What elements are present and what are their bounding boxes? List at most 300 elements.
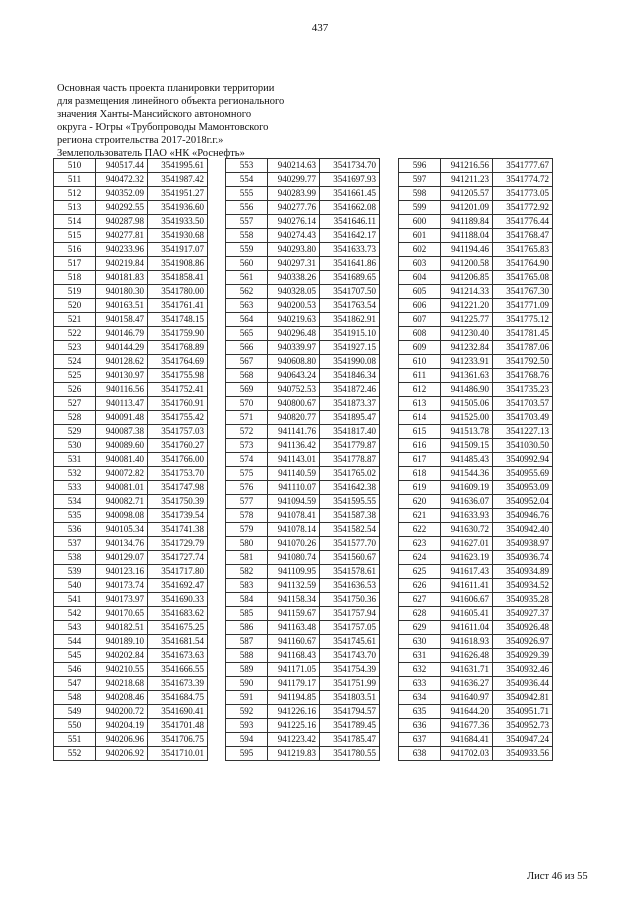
- point-number-cell: 576: [226, 481, 268, 495]
- x-coordinate-cell: 941200.58: [441, 257, 493, 271]
- table-row: [399, 579, 553, 593]
- y-coordinate-cell: 3541681.54: [148, 635, 208, 649]
- y-coordinate-cell: 3541690.33: [148, 593, 208, 607]
- table-row: [54, 159, 208, 173]
- y-coordinate-cell: 3540947.24: [493, 733, 553, 747]
- table-row: [54, 369, 208, 383]
- table-row: [54, 635, 208, 649]
- x-coordinate-cell: 940105.34: [96, 523, 148, 537]
- point-number-cell: 617: [399, 453, 441, 467]
- y-coordinate-cell: 3540952.04: [493, 495, 553, 509]
- x-coordinate-cell: 940352.09: [96, 187, 148, 201]
- x-coordinate-cell: 940277.76: [268, 201, 320, 215]
- x-coordinate-cell: 940296.48: [268, 327, 320, 341]
- table-row: [54, 299, 208, 313]
- y-coordinate-cell: 3541764.69: [148, 355, 208, 369]
- x-coordinate-cell: 941080.74: [268, 551, 320, 565]
- point-number-cell: 532: [54, 467, 96, 481]
- table-row: [54, 495, 208, 509]
- table-row: [54, 733, 208, 747]
- table-row: [226, 453, 380, 467]
- x-coordinate-cell: 940091.48: [96, 411, 148, 425]
- point-number-cell: 588: [226, 649, 268, 663]
- point-number-cell: 559: [226, 243, 268, 257]
- y-coordinate-cell: 3541908.86: [148, 257, 208, 271]
- table-row: [399, 635, 553, 649]
- x-coordinate-cell: 941094.59: [268, 495, 320, 509]
- y-coordinate-cell: 3541765.08: [493, 271, 553, 285]
- x-coordinate-cell: 941611.41: [441, 579, 493, 593]
- y-coordinate-cell: 3541646.11: [320, 215, 380, 229]
- point-number-cell: 608: [399, 327, 441, 341]
- table-row: [54, 705, 208, 719]
- y-coordinate-cell: 3541757.03: [148, 425, 208, 439]
- point-number-cell: 580: [226, 537, 268, 551]
- x-coordinate-cell: 941525.00: [441, 411, 493, 425]
- y-coordinate-cell: 3541768.76: [493, 369, 553, 383]
- y-coordinate-cell: 3541761.41: [148, 299, 208, 313]
- point-number-cell: 634: [399, 691, 441, 705]
- x-coordinate-cell: 940144.29: [96, 341, 148, 355]
- y-coordinate-cell: 3540938.97: [493, 537, 553, 551]
- point-number-cell: 534: [54, 495, 96, 509]
- table-row: [399, 607, 553, 621]
- point-number-cell: 586: [226, 621, 268, 635]
- table-row: [399, 229, 553, 243]
- point-number-cell: 539: [54, 565, 96, 579]
- y-coordinate-cell: 3540953.09: [493, 481, 553, 495]
- table-row: [399, 425, 553, 439]
- point-number-cell: 603: [399, 257, 441, 271]
- point-number-cell: 600: [399, 215, 441, 229]
- x-coordinate-cell: 941544.36: [441, 467, 493, 481]
- y-coordinate-cell: 3541915.10: [320, 327, 380, 341]
- x-coordinate-cell: 941219.83: [268, 747, 320, 761]
- point-number-cell: 637: [399, 733, 441, 747]
- x-coordinate-cell: 940299.77: [268, 173, 320, 187]
- y-coordinate-cell: 3541757.94: [320, 607, 380, 621]
- y-coordinate-cell: 3541767.30: [493, 285, 553, 299]
- table-row: [54, 173, 208, 187]
- table-row: [54, 691, 208, 705]
- point-number-cell: 553: [226, 159, 268, 173]
- table-row: [226, 481, 380, 495]
- point-number-cell: 513: [54, 201, 96, 215]
- x-coordinate-cell: 940087.38: [96, 425, 148, 439]
- point-number-cell: 628: [399, 607, 441, 621]
- x-coordinate-cell: 940219.84: [96, 257, 148, 271]
- point-number-cell: 613: [399, 397, 441, 411]
- x-coordinate-cell: 940202.84: [96, 649, 148, 663]
- y-coordinate-cell: 3541743.70: [320, 649, 380, 663]
- y-coordinate-cell: 3540936.74: [493, 551, 553, 565]
- table-row: [226, 439, 380, 453]
- table-row: [226, 159, 380, 173]
- y-coordinate-cell: 3541642.17: [320, 229, 380, 243]
- y-coordinate-cell: 3541759.90: [148, 327, 208, 341]
- x-coordinate-cell: 941159.67: [268, 607, 320, 621]
- table-row: [54, 537, 208, 551]
- table-row: [54, 481, 208, 495]
- point-number-cell: 623: [399, 537, 441, 551]
- x-coordinate-cell: 940170.65: [96, 607, 148, 621]
- y-coordinate-cell: 3540942.81: [493, 691, 553, 705]
- table-row: [399, 705, 553, 719]
- point-number-cell: 571: [226, 411, 268, 425]
- x-coordinate-cell: 941211.23: [441, 173, 493, 187]
- point-number-cell: 561: [226, 271, 268, 285]
- x-coordinate-cell: 940128.62: [96, 355, 148, 369]
- sheet-number: Лист 46 из 55: [527, 871, 588, 882]
- x-coordinate-cell: 941141.76: [268, 425, 320, 439]
- y-coordinate-cell: 3541673.39: [148, 677, 208, 691]
- table-row: [226, 705, 380, 719]
- x-coordinate-cell: 940081.40: [96, 453, 148, 467]
- y-coordinate-cell: 3541703.49: [493, 411, 553, 425]
- point-number-cell: 606: [399, 299, 441, 313]
- table-row: [226, 271, 380, 285]
- point-number-cell: 526: [54, 383, 96, 397]
- x-coordinate-cell: 940287.98: [96, 215, 148, 229]
- point-number-cell: 629: [399, 621, 441, 635]
- y-coordinate-cell: 3541803.51: [320, 691, 380, 705]
- x-coordinate-cell: 941221.20: [441, 299, 493, 313]
- table-row: [399, 285, 553, 299]
- heading-line: региона строительства 2017-2018г.г.»: [57, 135, 224, 146]
- table-row: [399, 257, 553, 271]
- point-number-cell: 527: [54, 397, 96, 411]
- table-row: [226, 313, 380, 327]
- point-number-cell: 522: [54, 327, 96, 341]
- point-number-cell: 517: [54, 257, 96, 271]
- point-number-cell: 607: [399, 313, 441, 327]
- y-coordinate-cell: 3541760.27: [148, 439, 208, 453]
- table-row: [399, 159, 553, 173]
- x-coordinate-cell: 941225.16: [268, 719, 320, 733]
- point-number-cell: 579: [226, 523, 268, 537]
- x-coordinate-cell: 940214.63: [268, 159, 320, 173]
- table-row: [226, 719, 380, 733]
- y-coordinate-cell: 3541673.63: [148, 649, 208, 663]
- x-coordinate-cell: 941158.34: [268, 593, 320, 607]
- table-row: [54, 523, 208, 537]
- table-row: [226, 509, 380, 523]
- point-number-cell: 630: [399, 635, 441, 649]
- y-coordinate-cell: 3541873.37: [320, 397, 380, 411]
- y-coordinate-cell: 3541641.86: [320, 257, 380, 271]
- y-coordinate-cell: 3540992.94: [493, 453, 553, 467]
- point-number-cell: 583: [226, 579, 268, 593]
- y-coordinate-cell: 3541734.70: [320, 159, 380, 173]
- y-coordinate-cell: 3541560.67: [320, 551, 380, 565]
- x-coordinate-cell: 940233.96: [96, 243, 148, 257]
- table-row: [226, 467, 380, 481]
- table-row: [54, 621, 208, 635]
- table-row: [54, 313, 208, 327]
- x-coordinate-cell: 941631.71: [441, 663, 493, 677]
- table-row: [54, 649, 208, 663]
- table-row: [399, 551, 553, 565]
- y-coordinate-cell: 3541785.47: [320, 733, 380, 747]
- x-coordinate-cell: 940292.55: [96, 201, 148, 215]
- y-coordinate-cell: 3541895.47: [320, 411, 380, 425]
- point-number-cell: 555: [226, 187, 268, 201]
- point-number-cell: 593: [226, 719, 268, 733]
- x-coordinate-cell: 941163.48: [268, 621, 320, 635]
- x-coordinate-cell: 941606.67: [441, 593, 493, 607]
- table-row: [226, 229, 380, 243]
- point-number-cell: 512: [54, 187, 96, 201]
- y-coordinate-cell: 3541757.05: [320, 621, 380, 635]
- point-number-cell: 615: [399, 425, 441, 439]
- x-coordinate-cell: 940218.68: [96, 677, 148, 691]
- point-number-cell: 521: [54, 313, 96, 327]
- x-coordinate-cell: 940098.08: [96, 509, 148, 523]
- y-coordinate-cell: 3540946.76: [493, 509, 553, 523]
- point-number-cell: 520: [54, 299, 96, 313]
- y-coordinate-cell: 3541773.05: [493, 187, 553, 201]
- table-row: [226, 201, 380, 215]
- point-number-cell: 550: [54, 719, 96, 733]
- x-coordinate-cell: 940182.51: [96, 621, 148, 635]
- table-row: [399, 733, 553, 747]
- table-row: [399, 453, 553, 467]
- table-row: [54, 677, 208, 691]
- table-row: [54, 327, 208, 341]
- x-coordinate-cell: 940643.24: [268, 369, 320, 383]
- x-coordinate-cell: 941626.48: [441, 649, 493, 663]
- x-coordinate-cell: 941702.03: [441, 747, 493, 761]
- point-number-cell: 552: [54, 747, 96, 761]
- y-coordinate-cell: 3541701.48: [148, 719, 208, 733]
- point-number-cell: 546: [54, 663, 96, 677]
- x-coordinate-cell: 941132.59: [268, 579, 320, 593]
- point-number-cell: 622: [399, 523, 441, 537]
- x-coordinate-cell: 940189.10: [96, 635, 148, 649]
- x-coordinate-cell: 941140.59: [268, 467, 320, 481]
- x-coordinate-cell: 941677.36: [441, 719, 493, 733]
- table-row: [54, 439, 208, 453]
- table-row: [226, 565, 380, 579]
- point-number-cell: 566: [226, 341, 268, 355]
- point-number-cell: 612: [399, 383, 441, 397]
- x-coordinate-cell: 941206.85: [441, 271, 493, 285]
- point-number-cell: 519: [54, 285, 96, 299]
- x-coordinate-cell: 941194.85: [268, 691, 320, 705]
- point-number-cell: 605: [399, 285, 441, 299]
- x-coordinate-cell: 941070.26: [268, 537, 320, 551]
- x-coordinate-cell: 940293.80: [268, 243, 320, 257]
- table-row: [226, 355, 380, 369]
- table-row: [399, 677, 553, 691]
- table-row: [54, 397, 208, 411]
- x-coordinate-cell: 941644.20: [441, 705, 493, 719]
- x-coordinate-cell: 940276.14: [268, 215, 320, 229]
- point-number-cell: 514: [54, 215, 96, 229]
- table-row: [399, 565, 553, 579]
- y-coordinate-cell: 3541775.12: [493, 313, 553, 327]
- point-number-cell: 620: [399, 495, 441, 509]
- table-row: [54, 229, 208, 243]
- x-coordinate-cell: 940082.71: [96, 495, 148, 509]
- y-coordinate-cell: 3541780.55: [320, 747, 380, 761]
- x-coordinate-cell: 940752.53: [268, 383, 320, 397]
- point-number-cell: 533: [54, 481, 96, 495]
- table-row: [226, 369, 380, 383]
- y-coordinate-cell: 3540927.37: [493, 607, 553, 621]
- x-coordinate-cell: 940206.96: [96, 733, 148, 747]
- point-number-cell: 589: [226, 663, 268, 677]
- x-coordinate-cell: 940123.16: [96, 565, 148, 579]
- table-row: [226, 243, 380, 257]
- point-number-cell: 558: [226, 229, 268, 243]
- y-coordinate-cell: 3541763.54: [320, 299, 380, 313]
- table-row: [399, 509, 553, 523]
- point-number-cell: 530: [54, 439, 96, 453]
- point-number-cell: 542: [54, 607, 96, 621]
- table-row: [226, 635, 380, 649]
- y-coordinate-cell: 3541755.98: [148, 369, 208, 383]
- y-coordinate-cell: 3541987.42: [148, 173, 208, 187]
- point-number-cell: 511: [54, 173, 96, 187]
- point-number-cell: 597: [399, 173, 441, 187]
- x-coordinate-cell: 941216.56: [441, 159, 493, 173]
- y-coordinate-cell: 3541927.15: [320, 341, 380, 355]
- table-row: [399, 621, 553, 635]
- x-coordinate-cell: 940277.81: [96, 229, 148, 243]
- y-coordinate-cell: 3541690.41: [148, 705, 208, 719]
- y-coordinate-cell: 3541995.61: [148, 159, 208, 173]
- x-coordinate-cell: 941513.78: [441, 425, 493, 439]
- table-row: [226, 593, 380, 607]
- x-coordinate-cell: 941617.43: [441, 565, 493, 579]
- y-coordinate-cell: 3541951.27: [148, 187, 208, 201]
- table-row: [226, 425, 380, 439]
- y-coordinate-cell: 3540952.73: [493, 719, 553, 733]
- table-row: [54, 509, 208, 523]
- y-coordinate-cell: 3541751.99: [320, 677, 380, 691]
- point-number-cell: 541: [54, 593, 96, 607]
- point-number-cell: 591: [226, 691, 268, 705]
- y-coordinate-cell: 3541683.62: [148, 607, 208, 621]
- x-coordinate-cell: 941485.43: [441, 453, 493, 467]
- table-row: [399, 747, 553, 761]
- point-number-cell: 537: [54, 537, 96, 551]
- y-coordinate-cell: 3541662.08: [320, 201, 380, 215]
- x-coordinate-cell: 941618.93: [441, 635, 493, 649]
- table-row: [399, 593, 553, 607]
- x-coordinate-cell: 941684.41: [441, 733, 493, 747]
- table-row: [226, 285, 380, 299]
- point-number-cell: 604: [399, 271, 441, 285]
- table-row: [54, 719, 208, 733]
- x-coordinate-cell: 940113.47: [96, 397, 148, 411]
- table-row: [226, 663, 380, 677]
- table-row: [54, 271, 208, 285]
- y-coordinate-cell: 3541754.39: [320, 663, 380, 677]
- table-row: [399, 355, 553, 369]
- point-number-cell: 518: [54, 271, 96, 285]
- table-row: [226, 733, 380, 747]
- table-row: [399, 411, 553, 425]
- x-coordinate-cell: 941205.57: [441, 187, 493, 201]
- table-row: [54, 607, 208, 621]
- y-coordinate-cell: 3541689.65: [320, 271, 380, 285]
- x-coordinate-cell: 941636.27: [441, 677, 493, 691]
- x-coordinate-cell: 940200.72: [96, 705, 148, 719]
- table-row: [226, 579, 380, 593]
- table-row: [226, 215, 380, 229]
- table-row: [226, 187, 380, 201]
- x-coordinate-cell: 941194.46: [441, 243, 493, 257]
- table-row: [226, 327, 380, 341]
- y-coordinate-cell: 3541787.06: [493, 341, 553, 355]
- point-number-cell: 614: [399, 411, 441, 425]
- table-row: [399, 691, 553, 705]
- point-number-cell: 551: [54, 733, 96, 747]
- table-row: [54, 215, 208, 229]
- y-coordinate-cell: 3541858.41: [148, 271, 208, 285]
- y-coordinate-cell: 3541933.50: [148, 215, 208, 229]
- x-coordinate-cell: 940163.51: [96, 299, 148, 313]
- y-coordinate-cell: 3541582.54: [320, 523, 380, 537]
- y-coordinate-cell: 3541772.92: [493, 201, 553, 215]
- y-coordinate-cell: 3540929.39: [493, 649, 553, 663]
- point-number-cell: 536: [54, 523, 96, 537]
- point-number-cell: 631: [399, 649, 441, 663]
- y-coordinate-cell: 3541717.80: [148, 565, 208, 579]
- y-coordinate-cell: 3541741.38: [148, 523, 208, 537]
- table-row: [54, 747, 208, 761]
- table-row: [399, 495, 553, 509]
- y-coordinate-cell: 3541739.54: [148, 509, 208, 523]
- x-coordinate-cell: 941233.91: [441, 355, 493, 369]
- x-coordinate-cell: 940116.56: [96, 383, 148, 397]
- x-coordinate-cell: 940072.82: [96, 467, 148, 481]
- point-number-cell: 564: [226, 313, 268, 327]
- point-number-cell: 529: [54, 425, 96, 439]
- y-coordinate-cell: 3541771.09: [493, 299, 553, 313]
- y-coordinate-cell: 3541227.13: [493, 425, 553, 439]
- point-number-cell: 565: [226, 327, 268, 341]
- heading-line: округа - Югры «Трубопроводы Мамонтовского: [57, 122, 269, 133]
- y-coordinate-cell: 3541636.53: [320, 579, 380, 593]
- table-row: [399, 243, 553, 257]
- point-number-cell: 549: [54, 705, 96, 719]
- x-coordinate-cell: 941189.84: [441, 215, 493, 229]
- point-number-cell: 619: [399, 481, 441, 495]
- point-number-cell: 525: [54, 369, 96, 383]
- table-row: [54, 285, 208, 299]
- point-number-cell: 635: [399, 705, 441, 719]
- point-number-cell: 572: [226, 425, 268, 439]
- y-coordinate-cell: 3540934.89: [493, 565, 553, 579]
- y-coordinate-cell: 3541872.46: [320, 383, 380, 397]
- point-number-cell: 556: [226, 201, 268, 215]
- table-row: [399, 173, 553, 187]
- y-coordinate-cell: 3541595.55: [320, 495, 380, 509]
- x-coordinate-cell: 941611.04: [441, 621, 493, 635]
- y-coordinate-cell: 3541633.73: [320, 243, 380, 257]
- point-number-cell: 585: [226, 607, 268, 621]
- point-number-cell: 547: [54, 677, 96, 691]
- x-coordinate-cell: 941630.72: [441, 523, 493, 537]
- y-coordinate-cell: 3541710.01: [148, 747, 208, 761]
- x-coordinate-cell: 940158.47: [96, 313, 148, 327]
- y-coordinate-cell: 3541936.60: [148, 201, 208, 215]
- table-row: [54, 663, 208, 677]
- point-number-cell: 543: [54, 621, 96, 635]
